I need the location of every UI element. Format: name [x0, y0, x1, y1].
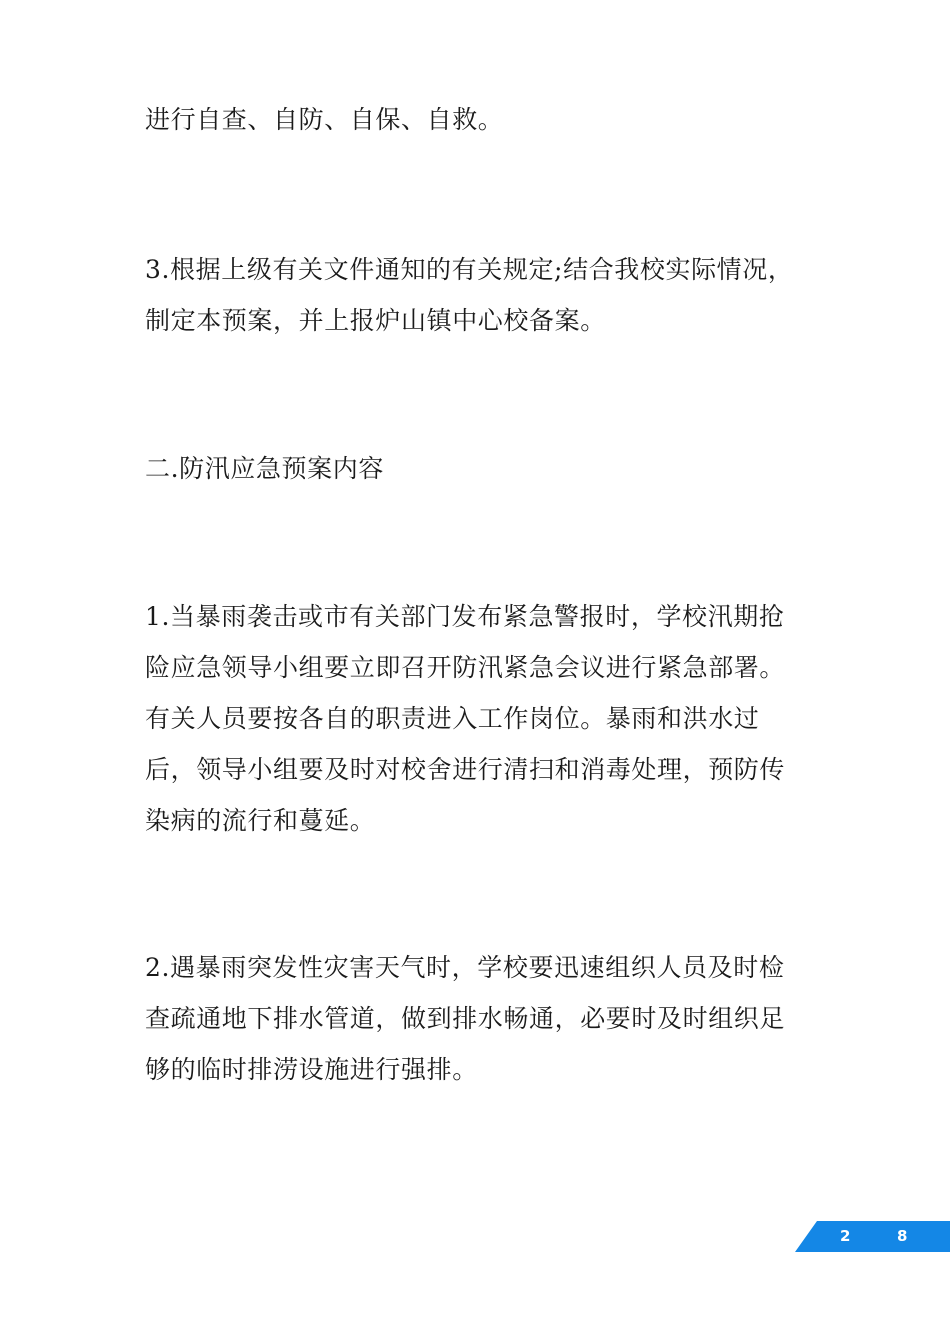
paragraph-self-check: 进行自查、自防、自保、自救。: [145, 105, 504, 134]
paragraph-item-3: 3.根据上级有关文件通知的有关规定;结合我校实际情况，制定本预案，并上报炉山镇中心校备案。: [145, 255, 794, 335]
paragraph-item-1: 1.当暴雨袭击或市有关部门发布紧急警报时，学校汛期抢险应急领导小组要立即召开防汛紧急会议进行紧急部署。有关人员要按各自的职责进入工作岗位。暴雨和洪水过后，领导小组要及时对校舍进行清扫和消毒处理，预防传染病的流行和蔓延。: [145, 602, 786, 835]
page-current-number: 2: [840, 1227, 851, 1245]
paragraph-item-2: 2.遇暴雨突发性灾害天气时，学校要迅速组织人员及时检查疏通地下排水管道，做到排水畅通，必要时及时组织足够的临时排涝设施进行强排。: [145, 953, 786, 1084]
section-heading: 二.防汛应急预案内容: [145, 454, 384, 483]
page-number-badge: [795, 1221, 950, 1252]
page-total-number: 8: [897, 1227, 908, 1245]
